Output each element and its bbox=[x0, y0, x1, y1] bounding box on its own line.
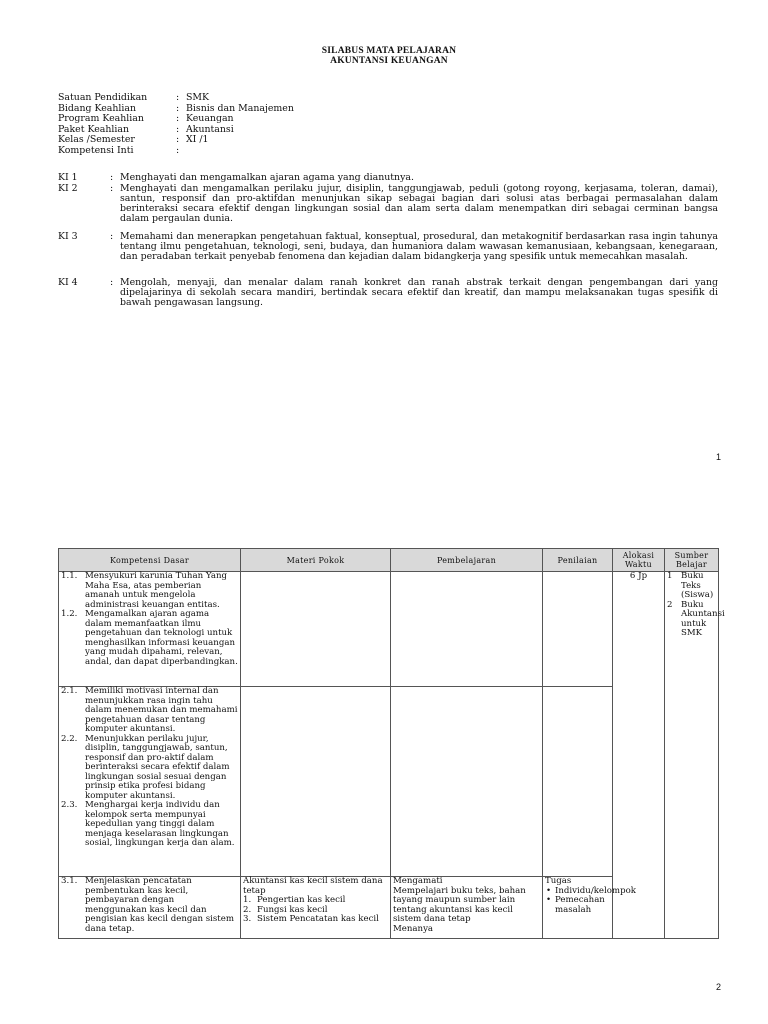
kd-item bbox=[61, 801, 238, 849]
sumber-number: 2 bbox=[667, 599, 673, 610]
kd-item bbox=[61, 877, 238, 934]
kd-number: 1.2. bbox=[61, 609, 78, 619]
header-materi-pokok: Materi Pokok bbox=[241, 549, 391, 572]
ki-item bbox=[58, 278, 720, 312]
materi-number: 3. bbox=[243, 914, 252, 924]
ki-colon: : bbox=[110, 172, 114, 183]
penilaian-text: Individu/kelompok bbox=[555, 885, 636, 896]
kd-number: 2.3. bbox=[61, 800, 78, 810]
ki-label: KI 1 bbox=[58, 172, 78, 183]
ki-item bbox=[58, 184, 720, 228]
sumber-item bbox=[667, 572, 716, 601]
header-alokasi-waktu: Alokasi Waktu bbox=[613, 549, 665, 572]
pembelajaran-cell bbox=[391, 572, 543, 687]
materi-cell bbox=[241, 877, 391, 939]
materi-cell bbox=[241, 572, 391, 687]
sumber-item bbox=[667, 599, 725, 639]
ki-text: Memahami dan menerapkan pengetahuan faktual, konseptual, prosedural, dan metakognitif berdasarkan rasa ingin tahunya tentang ilmu pengetahuan, teknologi, seni, budaya, dan humaniora dalam wawasan kemanusiaan, kebangsaan, kenegaraan, dan peradaban terkait penyebab fenomena dan kejadian dalam bidangkerja yang spesifik untuk memecahkan masalah. bbox=[120, 231, 718, 262]
identity-label: Program Keahlian bbox=[58, 113, 144, 124]
materi-text: Pengertian kas kecil bbox=[257, 895, 346, 905]
identity-label: Satuan Pendidikan bbox=[58, 92, 148, 103]
materi-number: 1. bbox=[243, 895, 252, 905]
title-line-1: SILABUS MATA PELAJARAN bbox=[321, 46, 457, 56]
ki-item bbox=[58, 232, 720, 276]
kd-cell bbox=[59, 572, 241, 687]
identity-label: Kompetensi Inti bbox=[58, 144, 134, 156]
identity-colon: : bbox=[176, 92, 180, 103]
bullet-icon: • bbox=[546, 895, 552, 905]
penilaian-cell bbox=[543, 572, 613, 687]
kd-text: Memiliki motivasi internal dan menunjukkan rasa ingin tahu dalam menemukan dan memahami pengetahuan dasar tentang komputer akuntansi. bbox=[85, 686, 238, 734]
kd-item bbox=[61, 572, 238, 610]
kd-number: 3.1. bbox=[61, 876, 78, 886]
identity-colon: : bbox=[176, 123, 180, 135]
kd-text: Menghargai kerja individu dan kelompok serta mempunyai kepedulian yang tinggi dalam menjaga keselarasan lingkungan sosial, lingkungan kerja dan alam. bbox=[85, 800, 235, 848]
materi-text: Sistem Pencatatan kas kecil bbox=[257, 914, 379, 924]
kd-cell bbox=[59, 687, 241, 877]
pembelajaran-heading: Menanya bbox=[393, 923, 434, 934]
materi-text: Fungsi kas kecil bbox=[257, 904, 328, 915]
header-sumber-belajar: Sumber Belajar bbox=[665, 549, 719, 572]
ki-label: KI 4 bbox=[58, 277, 78, 288]
ki-text: Mengolah, menyaji, dan menalar dalam ranah konkret dan ranah abstrak terkait dengan pengembangan dari yang dipelajarinya di sekolah secara mandiri, bertindak secara efektif dan kreatif, dan mampu melaksanakan tugas spesifik di bawah pengawasan langsung. bbox=[120, 277, 718, 308]
sumber-text: Buku Akuntansi untuk SMK bbox=[681, 599, 725, 638]
ki-colon: : bbox=[110, 183, 114, 194]
kd-cell bbox=[59, 877, 241, 939]
kd-number: 2.2. bbox=[61, 733, 78, 744]
header-kompetensi-dasar: Kompetensi Dasar bbox=[59, 549, 241, 572]
header-pembelajaran: Pembelajaran bbox=[391, 549, 543, 572]
page-number-1: 1 bbox=[716, 452, 722, 462]
document-title bbox=[0, 46, 768, 66]
ki-colon: : bbox=[110, 231, 114, 242]
page-number-2: 2 bbox=[716, 982, 722, 992]
alokasi-value: 6 Jp bbox=[629, 571, 648, 581]
identity-colon: : bbox=[176, 144, 180, 156]
materi-number: 2. bbox=[243, 904, 252, 915]
penilaian-heading: Tugas bbox=[545, 876, 572, 886]
ki-text: Menghayati dan mengamalkan ajaran agama yang dianutnya. bbox=[120, 172, 414, 183]
header-penilaian: Penilaian bbox=[543, 549, 613, 572]
pembelajaran-heading: Mengamati bbox=[393, 876, 443, 886]
identity-label: Paket Keahlian bbox=[58, 123, 130, 135]
penilaian-text: Pemecahan masalah bbox=[555, 895, 605, 915]
sumber-number: 1 bbox=[667, 571, 673, 581]
identity-value: Akuntansi bbox=[186, 123, 234, 135]
identity-label: Bidang Keahlian bbox=[58, 102, 137, 114]
pembelajaran-text: Mempelajari buku teks, bahan tayang maupun sumber lain tentang akuntansi kas kecil sistem dana tetap bbox=[393, 885, 526, 924]
kd-number: 1.1. bbox=[61, 571, 78, 581]
identity-colon: : bbox=[176, 113, 180, 124]
kd-text: Mensyukuri karunia Tuhan Yang Maha Esa, atas pemberian amanah untuk mengelola administrasi keuangan entitas. bbox=[85, 571, 228, 610]
identity-value: Keuangan bbox=[186, 113, 234, 124]
title-line-2: AKUNTANSI KEUANGAN bbox=[330, 56, 448, 66]
identity-value: Bisnis dan Manajemen bbox=[186, 102, 294, 114]
materi-intro: Akuntansi kas kecil sistem dana tetap bbox=[243, 876, 383, 896]
identity-colon: : bbox=[176, 102, 180, 114]
identity-label: Kelas /Semester bbox=[58, 134, 135, 145]
identity-value: XI /1 bbox=[186, 134, 209, 145]
ki-colon: : bbox=[110, 277, 114, 288]
identity-colon: : bbox=[176, 134, 180, 145]
materi-cell bbox=[241, 687, 391, 877]
silabus-table bbox=[58, 548, 725, 939]
kd-text: Mengamalkan ajaran agama dalam memanfaatkan ilmu pengetahuan dan teknologi untuk menghasilkan informasi keuangan yang mudah dipahami, relevan, andal, dan dapat diperbandingkan. bbox=[85, 609, 238, 667]
penilaian-cell bbox=[543, 687, 613, 877]
kd-item bbox=[61, 610, 238, 667]
bullet-icon: • bbox=[546, 885, 552, 896]
alokasi-cell bbox=[613, 572, 665, 939]
materi-item bbox=[243, 915, 388, 925]
table-row bbox=[59, 572, 719, 687]
table-header-row bbox=[59, 549, 719, 572]
pembelajaran-cell bbox=[391, 877, 543, 939]
kd-number: 2.1. bbox=[61, 686, 78, 696]
pembelajaran-cell bbox=[391, 687, 543, 877]
identity-value: SMK bbox=[186, 92, 210, 103]
kd-text: Menunjukkan perilaku jujur, disiplin, tanggungjawab, santun, responsif dan pro-aktif dalam berinteraksi secara efektif dalam lingkungan sosial sesuai dengan prinsip etika profesi bidang komputer akuntansi. bbox=[85, 733, 230, 801]
ki-label: KI 2 bbox=[58, 183, 78, 194]
kd-item bbox=[61, 687, 238, 735]
kd-item bbox=[61, 735, 238, 802]
penilaian-item bbox=[545, 896, 610, 915]
kd-text: Menjelaskan pencatatan pembentukan kas kecil, pembayaran dengan menggunakan kas kecil dan pengisian kas kecil dengan sistem dana tetap. bbox=[85, 876, 234, 934]
sumber-text: Buku Teks (Siswa) bbox=[681, 571, 714, 600]
penilaian-cell bbox=[543, 876, 636, 939]
ki-label: KI 3 bbox=[58, 231, 78, 242]
sumber-cell bbox=[665, 571, 725, 939]
ki-text: Menghayati dan mengamalkan perilaku jujur, disiplin, tanggungjawab, peduli (gotong royong, kerjasama, toleran, damai), santun, responsif dan pro-aktifdan menunjukan sikap sebagai bagian dari solusi atas berbagai permasalahan dalam berinteraksi secara efektif dengan lingkungan sosial dan alam serta dalam menempatkan diri sebagai cerminan bangsa dalam pergaulan dunia. bbox=[120, 183, 718, 224]
